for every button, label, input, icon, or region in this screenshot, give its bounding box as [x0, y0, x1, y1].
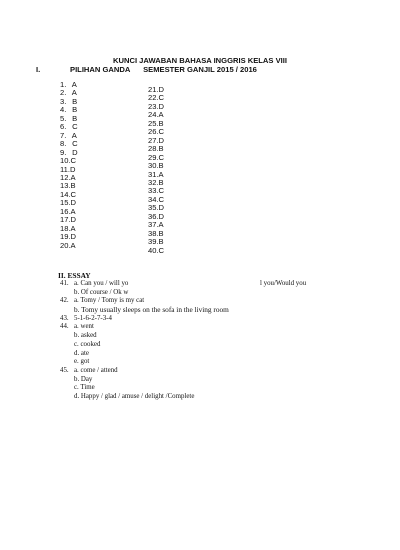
answer-row: 28.B	[148, 144, 164, 154]
answer-value: B	[72, 105, 78, 115]
section-1-number: I.	[36, 65, 41, 74]
answer-row: 25.B	[148, 118, 164, 128]
essay-answer: c. Time	[74, 384, 95, 392]
essay-answer-continued: l you/Would you	[260, 280, 307, 287]
essay-answer: b. Day	[74, 375, 93, 383]
essay-row	[60, 332, 380, 341]
answer-row: 29.C	[148, 152, 165, 162]
answer-row: 39.B	[148, 237, 164, 247]
section-2-heading: II. ESSAY	[58, 271, 91, 280]
essay-row	[60, 367, 380, 376]
answer-row: 36.D	[148, 211, 165, 221]
essay-answer: a. Tomy / Tomy is my cat	[74, 297, 145, 305]
answer-value: 11.D	[60, 164, 76, 174]
essay-number: 45.	[60, 366, 69, 374]
answer-value: 16.A	[60, 206, 76, 216]
essay-row	[60, 306, 380, 315]
answer-value: 12.A	[60, 172, 76, 182]
essay-answer: c. cooked	[74, 340, 101, 348]
answer-row: 21.D	[148, 85, 165, 94]
answer-value: A	[71, 88, 77, 98]
answer-row: 27.D	[148, 135, 165, 145]
essay-answers	[60, 280, 380, 402]
document-title: KUNCI JAWABAN BAHASA INGGRIS KELAS VIII	[113, 56, 287, 65]
answer-row: 32.B	[148, 177, 164, 187]
answer-row: 34.C	[148, 194, 165, 204]
answer-value: C	[72, 122, 78, 132]
answer-row: 40.C	[148, 245, 165, 255]
essay-row	[60, 289, 380, 298]
answer-value: 19.D	[60, 232, 77, 242]
answer-value: 10.C	[60, 156, 77, 166]
essay-answer: b. Of course / Ok w	[74, 288, 129, 296]
answer-value: D	[72, 147, 78, 157]
essay-row	[60, 350, 380, 359]
essay-row	[60, 280, 380, 289]
answer-row: 26.C	[148, 127, 165, 137]
essay-answer: d. Happy / glad / amuse / delight /Complete	[74, 392, 195, 400]
answer-value: 13.B	[60, 181, 76, 191]
answer-value: 18.A	[60, 223, 76, 233]
answer-row: 37.A	[148, 220, 164, 230]
essay-answer: a. Can you / will yo	[74, 280, 129, 287]
document-subtitle: SEMESTER GANJIL 2015 / 2016	[143, 65, 257, 74]
essay-row	[60, 358, 380, 367]
essay-answer: d. ate	[74, 349, 89, 357]
answer-number: 9.	[60, 147, 67, 157]
essay-row	[60, 376, 380, 385]
essay-row	[60, 393, 380, 402]
section-1-title: PILIHAN GANDA	[70, 65, 131, 74]
essay-number: 44.	[60, 323, 69, 331]
answer-value: C	[72, 139, 78, 149]
essay-answer: 5-1-6-2-7-3-4	[74, 314, 112, 322]
answer-value: 17.D	[60, 215, 77, 225]
essay-row	[60, 323, 380, 332]
answer-row: 33.C	[148, 186, 165, 196]
answer-number: 8.	[60, 139, 67, 149]
answer-value: A	[71, 80, 77, 89]
answer-row: 38.B	[148, 228, 164, 238]
answer-value: A	[71, 130, 77, 140]
answers-column-left	[60, 81, 78, 250]
answer-value: B	[72, 113, 78, 123]
essay-row	[60, 384, 380, 393]
answer-number: 4.	[60, 105, 67, 115]
essay-answer: a. went	[74, 323, 94, 331]
answer-row: 30.B	[148, 161, 164, 171]
essay-answer: e. got	[74, 358, 90, 366]
answer-row: 24.A	[148, 110, 164, 120]
essay-number: 41.	[60, 280, 69, 287]
essay-answer: b. Tomy usually sleeps on the sofa in the living room	[74, 305, 229, 315]
answer-number: 6.	[60, 122, 67, 132]
answer-row: 31.A	[148, 169, 164, 179]
answer-row: 23.D	[148, 101, 165, 111]
answer-number: 1.	[60, 80, 67, 89]
answer-row: 35.D	[148, 203, 165, 213]
essay-number: 42.	[60, 297, 69, 305]
essay-row	[60, 315, 380, 324]
answers-column-right	[148, 86, 164, 255]
section-1-heading	[36, 65, 130, 74]
answer-value: 20.A	[60, 240, 76, 250]
answer-number: 5.	[60, 113, 67, 123]
answer-row: 22.C	[148, 93, 165, 103]
essay-number: 43.	[60, 314, 69, 322]
answer-number: 2.	[60, 88, 67, 98]
essay-answer: a. come / attend	[74, 366, 118, 374]
essay-row	[60, 341, 380, 350]
essay-answer: b. asked	[74, 332, 97, 340]
answer-number: 7.	[60, 130, 67, 140]
answer-number: 3.	[60, 96, 67, 106]
answer-value: B	[72, 96, 78, 106]
answer-value: 15.D	[60, 198, 77, 208]
answer-value: 14.C	[60, 189, 77, 199]
answer-row	[60, 242, 78, 250]
